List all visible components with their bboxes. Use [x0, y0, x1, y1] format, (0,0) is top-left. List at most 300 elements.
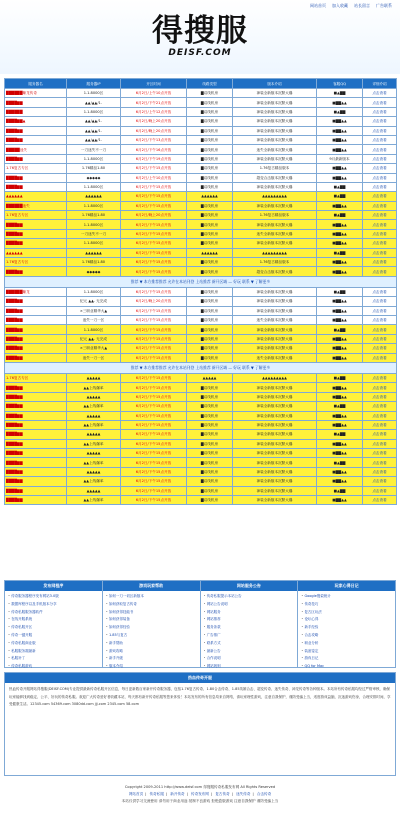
cell-server-ip: ×三职业精华大▲	[67, 344, 121, 353]
cell-version: 神装全新版本沉默大爆	[233, 477, 317, 486]
cell-detail-link[interactable]: 点击查看	[363, 297, 397, 306]
cell-version: 神装全新版本沉默大爆	[233, 126, 317, 135]
cell-version: 神装全新版本沉默大爆	[233, 297, 317, 306]
cell-line-type: ▇双线机房	[187, 135, 233, 144]
cell-detail-link[interactable]: 点击查看	[363, 211, 397, 220]
column-list	[298, 591, 395, 673]
table-row	[5, 496, 397, 505]
top-links	[310, 3, 392, 9]
cell-version: 迷失全新版本沉默大爆	[233, 315, 317, 324]
col-header: 服务器名	[5, 79, 67, 89]
cell-detail-link[interactable]: 点击查看	[363, 306, 397, 315]
col-header: 开区时间	[121, 79, 187, 89]
list-item[interactable]: • 如何获得经验	[106, 624, 197, 632]
cell-detail-link[interactable]: 点击查看	[363, 315, 397, 324]
cell-detail-link[interactable]: 点击查看	[363, 258, 397, 267]
cell-server-ip: 1.1.8000区	[67, 201, 121, 210]
cell-server-name[interactable]: ████▇▇	[5, 477, 67, 486]
cell-server-name[interactable]: ████▇▇	[5, 306, 67, 315]
cell-qq: ■▇▇▲▲	[317, 306, 363, 315]
cell-version: 神装全新版本沉默大爆	[233, 420, 317, 429]
cell-version: 神装全新版本沉默大爆	[233, 458, 317, 467]
cell-version: 神装全新版本沉默大爆	[233, 486, 317, 495]
cell-server-ip: 纪元 ▲▲. 无完成	[67, 297, 121, 306]
cell-server-ip: 迷失一刀一区	[67, 353, 121, 362]
cell-server-name[interactable]: ████▇▇	[5, 154, 67, 163]
cell-open-time: 6月2日/下午15点开放	[121, 383, 187, 392]
cell-line-type: ▲▲▲▲▲▲	[187, 192, 233, 201]
cell-open-time: 6月2日/下午15点开放	[121, 258, 187, 267]
cell-detail-link[interactable]: 点击查看	[363, 402, 397, 411]
cell-server-name[interactable]: ████▇▇	[5, 411, 67, 420]
col-header: 线路类型	[187, 79, 233, 89]
cell-detail-link[interactable]: 点击查看	[363, 239, 397, 248]
list-item[interactable]: • 新手帮助	[106, 640, 197, 648]
column-notice	[201, 581, 299, 667]
cell-qq: ■▇▇▲▲	[317, 258, 363, 267]
cell-detail-link[interactable]: 点击查看	[363, 420, 397, 429]
cell-line-type: ▇双线机房	[187, 392, 233, 401]
cell-server-ip: ▲▲上线爆率	[67, 439, 121, 448]
list-item[interactable]: • 如何一刀一切区新版本	[106, 593, 197, 601]
cell-server-name[interactable]: ████▇▇	[5, 229, 67, 238]
cell-server-ip: ▲▲▲▲▲	[67, 486, 121, 495]
notice-title: 热血传奇开服	[5, 673, 395, 683]
cell-open-time: 6月2日/下午15点开放	[121, 392, 187, 401]
col-header: 客服QQ	[317, 79, 363, 89]
table-row	[5, 248, 397, 257]
cell-server-name[interactable]: ██████迷失	[5, 201, 67, 210]
cell-open-time: 6月2日/上午12点开放	[121, 107, 187, 116]
cell-server-ip: ◆◆◆◆◆	[67, 173, 121, 182]
list-item[interactable]: • 复古区玩法	[301, 609, 392, 617]
cell-open-time: 6月2日/上午10点开放	[121, 173, 187, 182]
cell-server-name[interactable]: ████▇▇	[5, 267, 67, 276]
footer-link[interactable]: 传奇私服	[149, 792, 164, 796]
table-header	[5, 79, 397, 89]
list-item[interactable]: • 服务条款	[204, 624, 295, 632]
table-row	[5, 135, 397, 144]
footer-disclaimer: 本站仅供学习交流使用 请勿用于商业用途 抵制不良游戏 拒绝盗版游戏 注意自我保护 谨防受骗上当	[121, 799, 279, 803]
cell-server-ip: ×三职业精华大▲	[67, 306, 121, 315]
cell-open-time: 6月2日/下午15点开放	[121, 353, 187, 362]
cell-version: 神装全新版本沉默大爆	[233, 98, 317, 107]
cell-open-time: 6月2日/晚上20点开放	[121, 126, 187, 135]
col-header: 详细介绍	[363, 79, 397, 89]
cell-qq: ■▇▇▲▲	[317, 420, 363, 429]
cell-server-ip: ▲▲▲▲▲▲	[67, 192, 121, 201]
list-item[interactable]: • 传奇技巧	[301, 601, 392, 609]
cell-detail-link[interactable]: 点击查看	[363, 182, 397, 191]
list-item[interactable]: • 如何获得装备	[106, 616, 197, 624]
table-row	[5, 173, 397, 182]
cell-version: ▲▲▲▲▲▲▲▲▲	[233, 373, 317, 382]
list-item[interactable]: • 私服服务端最新	[8, 648, 99, 656]
column-publish	[5, 581, 103, 667]
cell-line-type: ▇双线机房	[187, 402, 233, 411]
cell-detail-link[interactable]: 点击查看	[363, 145, 397, 154]
list-item[interactable]: • 职业分析	[301, 640, 392, 648]
cell-server-name[interactable]: ████▇▇	[5, 220, 67, 229]
cell-server-ip: ▲▲/▲▲/1.	[67, 98, 121, 107]
cell-open-time: 6月2日/下午15点开放	[121, 201, 187, 210]
list-item[interactable]: • 网站服务	[204, 609, 295, 617]
cell-qq: ■▇▇▲▲	[317, 239, 363, 248]
cell-detail-link[interactable]: 点击查看	[363, 173, 397, 182]
cell-open-time: 6月2日/下午15点开放	[121, 220, 187, 229]
cell-server-name[interactable]: ██████紫龙传奇	[5, 89, 67, 98]
cell-server-ip: ▲▲▲▲▲	[67, 449, 121, 458]
copyright: Copyright 2009-2011 http://www.deisf.com 得搜服传奇私服发布网 All Rights Reserved	[124, 785, 276, 789]
table-row	[5, 98, 397, 107]
column-list	[103, 591, 200, 673]
cell-open-time: 6月2日/下午15点开放	[121, 239, 187, 248]
footer-link[interactable]: 迷失传奇	[236, 792, 251, 796]
footer-link[interactable]: 复古传奇	[215, 792, 230, 796]
table-row	[5, 315, 397, 324]
cell-server-name[interactable]: ████▇▇	[5, 458, 67, 467]
notice-body: 热血传奇开服网站得搜服(DEISF.COM)专业提供最新传奇私服开区信息，每日更新数百家新开传奇服务器，包括1.76复古传奇、1.80合击传奇、1.85英雄合击、超变传奇、迷失传奇、神龙传奇等各种版本。本站所有传奇私服均经过严格审核，确保玩家能够找到稳定、公平、好玩的传奇私服。欢迎广大传奇爱好者收藏本站，每天都有新开传奇私服等您来体验！本站发布的所有信息均来自网络，请玩家理性游戏，注意自我保护，谨防受骗上当，适度游戏益脑，沉迷游戏伤身，合理安排时间，享受健康生活。12345.com 54369.com 3080dd.com jjj.com 2345.com 58.com	[9, 687, 391, 707]
cell-detail-link[interactable]: 点击查看	[363, 477, 397, 486]
cell-version: 超变合击版本沉默大爆	[233, 267, 317, 276]
cell-qq: ■▲▇▇	[317, 287, 363, 296]
cell-detail-link[interactable]: 点击查看	[363, 287, 397, 296]
cell-qq: ■▲▇▇	[317, 325, 363, 334]
cell-version: 迷失全新版本沉默大爆	[233, 229, 317, 238]
cell-qq: ■▲▇▇	[317, 192, 363, 201]
column-title: 游戏玩家帮助	[103, 581, 200, 591]
list-item[interactable]: • 版本介绍	[106, 663, 197, 671]
cell-version: 1.76复古精品版本	[233, 211, 317, 220]
cell-line-type: ▇双线机房	[187, 325, 233, 334]
cell-server-ip: ▲▲▲▲▲	[67, 467, 121, 476]
list-item[interactable]: • Google搜索统计	[301, 593, 392, 601]
footer-link[interactable]: 新开传奇	[170, 792, 185, 796]
table-row	[5, 325, 397, 334]
cell-server-name[interactable]: ██████	[5, 107, 67, 116]
bottom-columns	[4, 580, 396, 668]
cell-version: 神装全新版本沉默大爆	[233, 220, 317, 229]
cell-server-name[interactable]: ████▇▇	[5, 239, 67, 248]
server-table	[4, 78, 397, 505]
table-row	[5, 383, 397, 392]
list-item[interactable]: • 论坛心得	[301, 616, 392, 624]
cell-open-time: 6月2日/下午19点开放	[121, 154, 187, 163]
section-banner	[5, 362, 397, 373]
cell-qq: ■▇▇▲▲	[317, 126, 363, 135]
cell-detail-link[interactable]: 点击查看	[363, 392, 397, 401]
cell-version: 神装全新版本沉默大爆	[233, 306, 317, 315]
cell-open-time: 6月2日/下午15点开放	[121, 248, 187, 257]
cell-detail-link[interactable]: 点击查看	[363, 383, 397, 392]
cell-server-name[interactable]: ████▇▇	[5, 496, 67, 505]
cell-qq: ■▲▇▇	[317, 107, 363, 116]
cell-qq: ■▇▇▲▲	[317, 201, 363, 210]
cell-qq: ■▇▇▲▲	[317, 334, 363, 343]
top-link-ads[interactable]: 广告联系	[376, 3, 392, 8]
cell-server-ip: ▲▲上线爆率	[67, 458, 121, 467]
list-item[interactable]: • 传奇私服提示本站公告	[204, 593, 295, 601]
list-item[interactable]: • 传奇私服游戏	[8, 663, 99, 671]
cell-server-name[interactable]: ████▇▇	[5, 439, 67, 448]
cell-line-type: ▇双线机房	[187, 486, 233, 495]
cell-line-type: ▇双线机房	[187, 287, 233, 296]
site-logo[interactable]	[148, 14, 252, 66]
table-row	[5, 477, 397, 486]
cell-line-type: ▇双线机房	[187, 154, 233, 163]
list-item[interactable]: • 传奇私服开区	[8, 624, 99, 632]
cell-open-time: 6月2日/下午15点开放	[121, 439, 187, 448]
cell-detail-link[interactable]: 点击查看	[363, 192, 397, 201]
cell-version: 迷失全新版本沉默大爆	[233, 353, 317, 362]
cell-qq: ■▇▇▲▲	[317, 353, 363, 362]
cell-server-name[interactable]: ████▇▇▲	[5, 117, 67, 126]
top-link-message[interactable]: 站长留言	[354, 3, 370, 8]
list-item[interactable]: • 联系方式	[204, 640, 295, 648]
cell-detail-link[interactable]: 点击查看	[363, 334, 397, 343]
column-title: 网站服务公告	[201, 581, 298, 591]
cell-server-name[interactable]: ████▇▇	[5, 126, 67, 135]
cell-version: ▲▲▲▲▲▲▲▲▲	[233, 248, 317, 257]
cell-detail-link[interactable]: 点击查看	[363, 117, 397, 126]
cell-server-name[interactable]: ████▇▇	[5, 383, 67, 392]
cell-qq: ■▲▇▇	[317, 430, 363, 439]
footer-link[interactable]: 网站首页	[128, 792, 144, 796]
cell-detail-link[interactable]: 点击查看	[363, 107, 397, 116]
cell-server-ip: ▲▲/▲▲/1.	[67, 117, 121, 126]
cell-version: 神装全新版本沉默大爆	[233, 383, 317, 392]
cell-version: 神装全新版本沉默大爆	[233, 449, 317, 458]
cell-version: 神装全新版本沉默大爆	[233, 287, 317, 296]
list-item[interactable]: • 1.85与复古	[106, 632, 197, 640]
cell-detail-link[interactable]: 点击查看	[363, 353, 397, 362]
cell-version: 神装全新版本沉默大爆	[233, 154, 317, 163]
cell-server-name[interactable]: ████▇▇	[5, 353, 67, 362]
cell-version: 神装全新版本沉默大爆	[233, 325, 317, 334]
cell-qq: ■▲▇▇	[317, 486, 363, 495]
cell-version: 神装全新版本沉默大爆	[233, 239, 317, 248]
cell-detail-link[interactable]: 点击查看	[363, 229, 397, 238]
cell-server-name[interactable]: 1.76复古专区	[5, 258, 67, 267]
table-row	[5, 392, 397, 401]
list-item[interactable]: • 新手经验	[301, 624, 392, 632]
cell-qq: ■▇▇▲▲	[317, 145, 363, 154]
cell-version: 1.76复古精品版本	[233, 258, 317, 267]
cell-detail-link[interactable]: 点击查看	[363, 411, 397, 420]
cell-server-name[interactable]: ████▇▇	[5, 135, 67, 144]
table-row	[5, 287, 397, 296]
cell-detail-link[interactable]: 点击查看	[363, 98, 397, 107]
list-item[interactable]: • 传奇一键开服	[8, 632, 99, 640]
list-item[interactable]: • 游戏攻略	[106, 648, 197, 656]
cell-detail-link[interactable]: 点击查看	[363, 325, 397, 334]
list-item[interactable]: • 最新公告	[204, 648, 295, 656]
table-row	[5, 430, 397, 439]
cell-server-name[interactable]: ████▇▇	[5, 315, 67, 324]
cell-server-name[interactable]: ████▇▇	[5, 449, 67, 458]
list-item[interactable]: • 广告推广	[204, 632, 295, 640]
table-row	[5, 467, 397, 476]
cell-server-name[interactable]: ████▇▇	[5, 402, 67, 411]
cell-server-name[interactable]: ██████紫龙	[5, 287, 67, 296]
cell-server-name[interactable]: ▲▲▲▲▲▲	[5, 248, 67, 257]
cell-open-time: 6月2日/下午15点开放	[121, 192, 187, 201]
list-item[interactable]: • 传奇私服商业版	[8, 640, 99, 648]
list-item[interactable]: • 传奇私服服务器软件	[8, 609, 99, 617]
cell-detail-link[interactable]: 点击查看	[363, 430, 397, 439]
table-row	[5, 449, 397, 458]
footer-link[interactable]: 传奇发布网	[191, 792, 209, 796]
cell-version: 神装全新版本沉默大爆	[233, 117, 317, 126]
cell-server-name[interactable]: ████▇▇	[5, 344, 67, 353]
list-item[interactable]: • 在线开服系统	[8, 616, 99, 624]
cell-detail-link[interactable]: 点击查看	[363, 373, 397, 382]
cell-version: 神装全新版本沉默大爆	[233, 496, 317, 505]
table-row	[5, 306, 397, 315]
cell-open-time: 6月2日/下午15点开放	[121, 373, 187, 382]
cell-server-ip: ▲▲▲▲▲	[67, 430, 121, 439]
footer-link[interactable]: 合击传奇	[256, 792, 272, 796]
cell-detail-link[interactable]: 点击查看	[363, 467, 397, 476]
cell-detail-link[interactable]: 点击查看	[363, 126, 397, 135]
cell-server-ip: 1.1.8000区	[67, 287, 121, 296]
cell-version: 迷失全新版本沉默大爆	[233, 145, 317, 154]
table-row	[5, 344, 397, 353]
cell-detail-link[interactable]: 点击查看	[363, 449, 397, 458]
cell-line-type: ▇双线机房	[187, 107, 233, 116]
cell-qq: ■▲▇▇	[317, 373, 363, 382]
cell-server-name[interactable]: ████▇▇	[5, 467, 67, 476]
cell-line-type: ▇双线机房	[187, 449, 233, 458]
cell-server-name[interactable]: ████▇▇	[5, 486, 67, 495]
list-item[interactable]: • 如何获取复古传奇	[106, 601, 197, 609]
cell-open-time: 6月2日/上午10点开放	[121, 89, 187, 98]
cell-server-name[interactable]: █████迷失	[5, 145, 67, 154]
cell-detail-link[interactable]: 点击查看	[363, 344, 397, 353]
cell-open-time: 6月2日/晚上20点开放	[121, 297, 187, 306]
list-item[interactable]: • 网站推荐	[204, 616, 295, 624]
column-diary	[298, 581, 395, 667]
top-link-favorite[interactable]: 加入收藏	[332, 3, 348, 8]
cell-detail-link[interactable]: 点击查看	[363, 267, 397, 276]
cell-server-name[interactable]: ████▇▇	[5, 98, 67, 107]
cell-qq: ■▲▇▇	[317, 211, 363, 220]
cell-open-time: 6月2日/下午15点开放	[121, 430, 187, 439]
cell-server-name[interactable]: ████▇▇	[5, 297, 67, 306]
list-item[interactable]: • 私服补丁	[8, 655, 99, 663]
cell-server-name[interactable]: ████▇▇	[5, 173, 67, 182]
cell-server-name[interactable]: ████▇▇	[5, 392, 67, 401]
cell-server-ip: ▲▲▲▲▲	[67, 411, 121, 420]
table-row	[5, 154, 397, 163]
table-row	[5, 486, 397, 495]
cell-version: 神装全新版本沉默大爆	[233, 430, 317, 439]
cell-detail-link[interactable]: 点击查看	[363, 164, 397, 173]
list-item[interactable]: • 游戏日记	[301, 655, 392, 663]
table-row	[5, 411, 397, 420]
list-item[interactable]: • 传奇服务器程序发布网站3.0版	[8, 593, 99, 601]
cell-open-time: 6月2日/下午15点开放	[121, 420, 187, 429]
cell-qq: ■▇▇▲▲	[317, 315, 363, 324]
cell-detail-link[interactable]: 点击查看	[363, 201, 397, 210]
col-header: 服务器IP	[67, 79, 121, 89]
cell-version: 神装全新版本沉默大爆	[233, 334, 317, 343]
cell-server-ip: 1.76精品1.80	[67, 211, 121, 220]
cell-detail-link[interactable]: 点击查看	[363, 89, 397, 98]
cell-line-type: ▇双线机房	[187, 467, 233, 476]
list-item[interactable]: • QQ for Mac	[301, 663, 392, 671]
top-link-home[interactable]: 网站首页	[310, 3, 326, 8]
cell-server-ip: 1.1.8000区	[67, 89, 121, 98]
cell-server-ip: ▲▲▲▲▲	[67, 392, 121, 401]
cell-detail-link[interactable]: 点击查看	[363, 486, 397, 495]
list-item[interactable]: • 装备鉴定	[301, 648, 392, 656]
cell-line-type: ▇双线机房	[187, 458, 233, 467]
cell-version: 神装全新版本沉默大爆	[233, 467, 317, 476]
cell-server-name[interactable]: ████▇▇	[5, 182, 67, 191]
cell-detail-link[interactable]: 点击查看	[363, 496, 397, 505]
cell-server-ip: 1.1.8000区	[67, 325, 121, 334]
cell-qq: ■▲▇▇	[317, 458, 363, 467]
cell-version: 神装全新版本沉默大爆	[233, 392, 317, 401]
cell-qq: ■▇▇▲▲	[317, 229, 363, 238]
table-row	[5, 353, 397, 362]
list-item[interactable]: • 如何获得技能书	[106, 609, 197, 617]
cell-server-name[interactable]: ▲▲▲▲▲▲	[5, 192, 67, 201]
table-row	[5, 107, 397, 116]
cell-server-name[interactable]: ████▇▇	[5, 334, 67, 343]
cell-line-type: ▇双线机房	[187, 267, 233, 276]
list-item[interactable]: • 合作说明	[204, 655, 295, 663]
cell-open-time: 6月2日/下午15点开放	[121, 467, 187, 476]
cell-version: 神装全新版本沉默大爆	[233, 439, 317, 448]
cell-detail-link[interactable]: 点击查看	[363, 458, 397, 467]
cell-server-ip: 一刀迷失不一刀	[67, 145, 121, 154]
cell-line-type: ▇双线机房	[187, 496, 233, 505]
cell-line-type: ▇双线机房	[187, 182, 233, 191]
list-item[interactable]: • 网站规则	[204, 663, 295, 671]
cell-server-name[interactable]: 1.76复古专区	[5, 211, 67, 220]
list-item[interactable]: • 网站公告说明	[204, 601, 295, 609]
cell-qq: ■▲▇▇	[317, 402, 363, 411]
cell-server-name[interactable]: ████▇▇	[5, 325, 67, 334]
cell-detail-link[interactable]: 点击查看	[363, 135, 397, 144]
list-item[interactable]: • 合击攻略	[301, 632, 392, 640]
cell-qq: ■▇▇▲▲	[317, 496, 363, 505]
cell-server-name[interactable]: ████▇▇	[5, 430, 67, 439]
cell-detail-link[interactable]: 点击查看	[363, 154, 397, 163]
cell-qq: ■▲▇▇	[317, 182, 363, 191]
cell-line-type: ▇双线机房	[187, 297, 233, 306]
cell-detail-link[interactable]: 点击查看	[363, 248, 397, 257]
cell-server-name[interactable]: 1.76复古专区	[5, 164, 67, 173]
cell-qq: ■▲▇▇	[317, 248, 363, 257]
cell-open-time: 6月2日/下午15点开放	[121, 334, 187, 343]
cell-open-time: 6月2日/下午15点开放	[121, 458, 187, 467]
cell-server-ip: ▲▲▲▲▲	[67, 373, 121, 382]
cell-server-name[interactable]: 1.76复古专区	[5, 373, 67, 382]
list-item[interactable]: • 数据库程序以及手机版本分享	[8, 601, 99, 609]
cell-detail-link[interactable]: 点击查看	[363, 220, 397, 229]
cell-server-ip: 纪元 ▲▲. 无完成	[67, 334, 121, 343]
cell-server-name[interactable]: ████▇▇	[5, 420, 67, 429]
cell-server-ip: ▲▲上线爆率	[67, 496, 121, 505]
cell-qq: ■▇▇▲▲	[317, 449, 363, 458]
list-item[interactable]: • 新手升级	[106, 655, 197, 663]
cell-detail-link[interactable]: 点击查看	[363, 439, 397, 448]
cell-line-type: ▇双线机房	[187, 411, 233, 420]
cell-line-type: ▇双线机房	[187, 353, 233, 362]
